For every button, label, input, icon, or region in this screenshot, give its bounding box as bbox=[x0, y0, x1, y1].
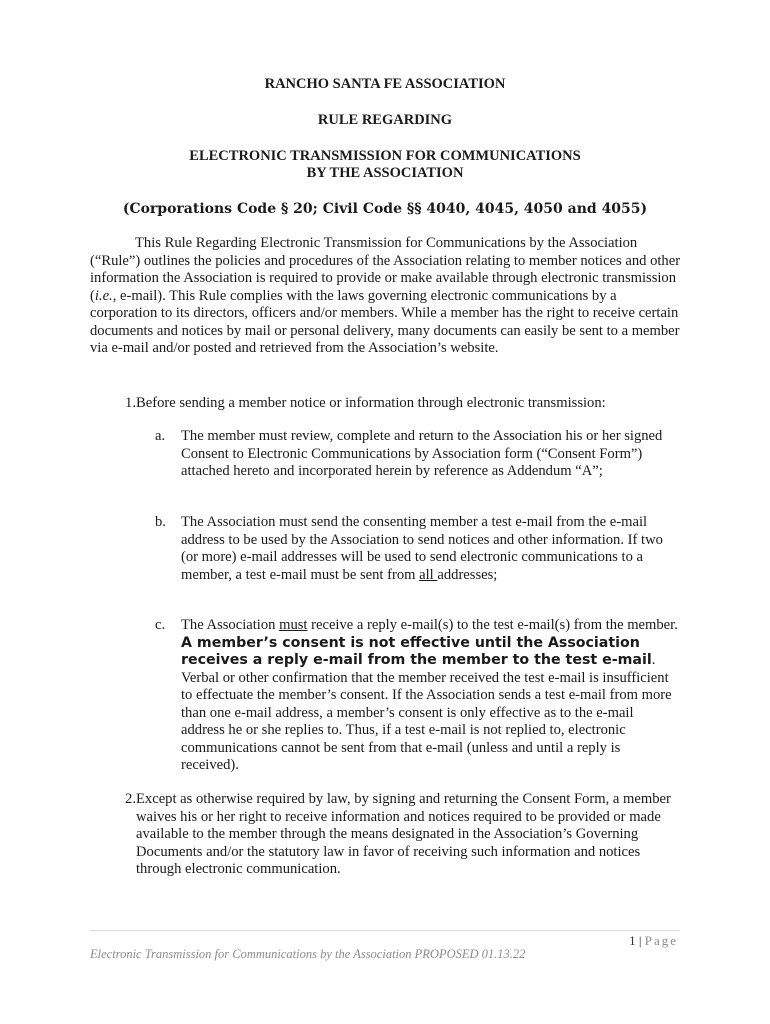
sub-item-text bbox=[181, 514, 679, 584]
page-label: Page bbox=[644, 933, 678, 948]
intro-part-1: This Rule Regarding Electronic Transmission for Communications by the Association (“Rule”) outlines the policies and procedures of the Association relating to member notices and other information the Association is required to provide or make available through electronic transmission ( bbox=[90, 235, 681, 304]
item-text: Before sending a member notice or information through electronic transmission: bbox=[136, 395, 606, 411]
sub-item-c-bold: A member’s consent is not effective until the Association receives a reply e-mail from the member to the test e-mail bbox=[181, 634, 652, 668]
sub-item-b-underline: all bbox=[419, 566, 438, 583]
sub-item-c-pre: The Association bbox=[181, 617, 280, 633]
sub-item-c-mid: receive a reply e-mail(s) to the test e-mail(s) from the member. bbox=[307, 617, 678, 633]
subject-heading bbox=[90, 148, 680, 182]
subject-line-1: ELECTRONIC TRANSMISSION FOR COMMUNICATIONS bbox=[189, 148, 581, 164]
rule-title: RULE REGARDING bbox=[317, 112, 453, 128]
page-separator: | bbox=[638, 933, 642, 948]
sub-item-b-text: The Association must send the consenting member a test e-mail from the e-mail address to be used by the Association to send notices and other information. If two (or more) e-mail addresses will be used to send electronic communications to a member, a test e-mail must be sent from bbox=[181, 514, 663, 583]
subject-line-2: BY THE ASSOCIATION bbox=[306, 165, 464, 181]
citation-line: (Corporations Code § 20; Civil Code §§ 4040, 4045, 4050 and 4055) bbox=[122, 201, 648, 217]
footer-divider bbox=[90, 930, 680, 931]
sub-item-text bbox=[181, 617, 679, 775]
intro-paragraph bbox=[90, 235, 682, 358]
sub-item-c-tail: . Verbal or other confirmation that the member received the test e-mail is insufficient to effectuate the member’s consent. If the Association sends a test e-mail from more than one e-mail address, a member’s consent is only effective as to the e-mail address he or she replies to. Thus, if a test e-mail is not replied to, electronic communications cannot be sent from that e-mail (unless and until a reply is received). bbox=[181, 652, 672, 773]
sub-item-label: a. bbox=[155, 428, 166, 444]
sub-item-label: b. bbox=[155, 514, 166, 530]
page-number-value: 1 bbox=[629, 933, 636, 948]
item-number: 2. bbox=[125, 791, 136, 807]
intro-ie: i.e. bbox=[94, 287, 113, 304]
sub-item-c-underline: must bbox=[279, 617, 308, 633]
sub-item-text: The member must review, complete and return to the Association his or her signed Consent to Electronic Communications by Association form (“Consent Form”) attached hereto and incorporated herein by reference as Addendum “A”; bbox=[181, 428, 663, 479]
sub-item-b-tail: addresses; bbox=[437, 566, 498, 583]
page-number bbox=[629, 933, 678, 949]
item-text: Except as otherwise required by law, by signing and returning the Consent Form, a member waives his or her right to receive information and notices required to be provided or made available to the member through the means designated in the Association’s Governing Documents and/or the statutory law in favor of receiving such information and notices through electronic communication. bbox=[136, 791, 671, 877]
footer-document-name: Electronic Transmission for Communications by the Association PROPOSED 01.13.22 bbox=[90, 947, 526, 961]
sub-item-label: c. bbox=[155, 617, 166, 633]
organization-title: RANCHO SANTA FE ASSOCIATION bbox=[264, 76, 506, 92]
item-number: 1. bbox=[125, 395, 136, 411]
intro-part-2: , e-mail). This Rule complies with the laws governing electronic communications by a corporation to its directors, officers and/or members. While a member has the right to receive certain documents and notices by mail or personal delivery, many documents can easily be sent to a member via e-mail and/or posted and retrieved from the Association’s website. bbox=[90, 287, 680, 356]
